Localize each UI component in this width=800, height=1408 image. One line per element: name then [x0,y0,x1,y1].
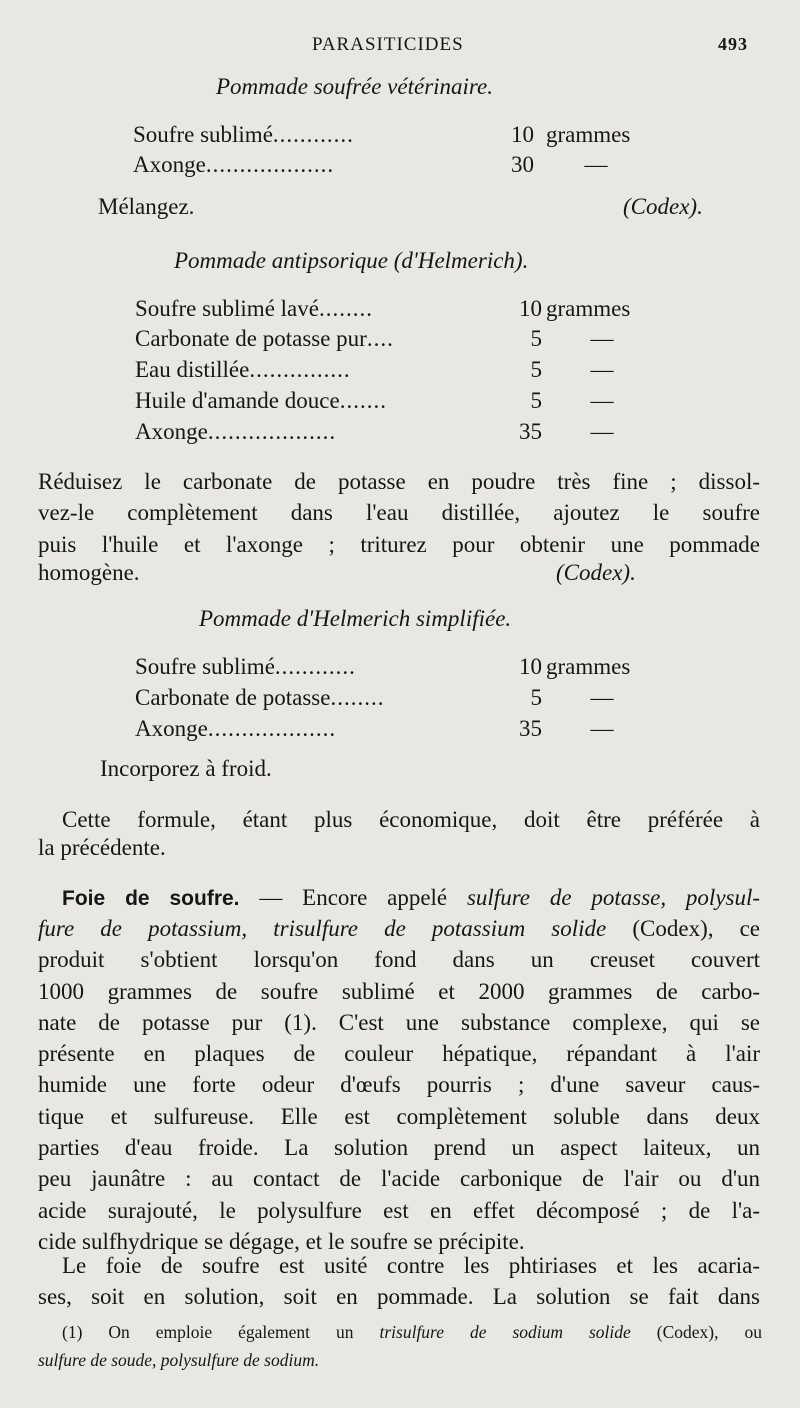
text-line: Cette formule, étant plus économique, doit être préférée à [62,807,760,832]
foie-paragraph [38,913,760,1257]
text-line: cide sulfhydrique se dégage, et le soufre se précipite. [38,1228,525,1254]
text-line: la précédente. [38,835,166,860]
ingredient-row [135,716,336,742]
ingredient-name: Soufre sublimé [133,122,273,147]
leader-dots: ....... [339,388,387,413]
italic-term: fure de potassium, trisulfure de potassium solide [38,916,607,941]
text-line: tique et sulfureuse. Elle est complètement soluble dans deux [38,1103,760,1129]
ingredient-name: Axonge [133,152,206,177]
ingredient-quantity: 5 [530,388,542,413]
leader-dots: ........ [318,296,373,321]
recipe-title-author: (d'Helmerich). [393,248,529,273]
footnote [62,1318,762,1346]
ingredient-quantity: 5 [530,685,542,710]
ingredient-unit: — [590,716,614,741]
ingredient-name: Axonge [135,716,208,741]
ingredient-name: Soufre sublimé [135,654,275,679]
ingredient-quantity: 35 [519,419,542,444]
ingredient-row [135,326,394,352]
ingredient-quantity: 35 [519,716,542,741]
note-paragraph [62,804,760,835]
em-dash: — [239,885,303,910]
ingredient-unit: grammes [546,296,631,321]
text-line: produit s'obtient lorsqu'on fond dans un creuset couvert [38,947,760,973]
leader-dots: ................... [205,152,335,177]
leader-dots: ............ [274,654,356,679]
ingredient-unit: — [584,152,608,177]
ingredient-quantity: 5 [530,326,542,351]
ingredient-name: Eau distillée [135,357,250,382]
ingredient-unit: grammes [546,654,631,679]
ingredient-unit: — [590,388,614,413]
source-reference: (Codex). [623,194,703,219]
recipe-title: Pommade soufrée vétérinaire. [216,74,493,99]
footnote-continuation: sulfure de soude, polysulfure de sodium. [38,1350,320,1370]
recipe-title-main: Pommade antipsorique [174,248,389,273]
source-reference: (Codex). [556,560,636,585]
ingredient-quantity: 10 [519,296,542,321]
ingredient-name: Carbonate de potasse [135,685,331,710]
text-line: Le foie de soufre est usité contre les phtiriases et les acaria- [62,1253,760,1278]
running-head: PARASITICIDES [312,34,464,55]
method-paragraph [38,466,760,560]
ingredient-row [135,357,351,383]
ingredient-name: Axonge [135,419,208,444]
ingredient-name: Soufre sublimé lavé [135,296,319,321]
text-line: parties d'eau froide. La solution prend un aspect laiteux, un [38,1135,760,1161]
ingredient-quantity: 30 [511,152,534,177]
foie-first-line [62,882,760,913]
ingredient-row [133,152,334,178]
text-line: 1000 grammes de soufre sublimé et 2000 grammes de carbo- [38,978,760,1004]
leader-dots: ............ [272,122,354,147]
text-line: homogène. [38,560,140,585]
leader-dots: .... [366,326,394,351]
ingredient-unit: grammes [546,122,631,147]
ingredient-row [135,388,387,414]
leader-dots: ............... [249,357,351,382]
text-line: humide une forte odeur d'œufs pourris ; d'une saveur caus- [38,1072,760,1098]
text-span: Encore appelé [302,885,467,910]
text-line: puis l'huile et l'axonge ; triturez pour obtenir une pommade [38,531,760,557]
italic-term: trisulfure de sodium solide [379,1322,631,1342]
text-span: (Codex), ce [606,916,760,941]
ingredient-quantity: 10 [511,122,534,147]
ingredient-quantity: 5 [530,357,542,382]
recipe-title [174,248,528,274]
text-line: ses, soit en solution, soit en pommade. La solution se fait dans [38,1284,760,1309]
ingredient-row [135,296,373,322]
ingredient-unit: — [590,419,614,444]
leader-dots: ................... [207,419,337,444]
text-line: peu jaunâtre : au contact de l'acide carbonique de l'air ou d'un [38,1166,760,1192]
ingredient-unit: — [590,685,614,710]
text-span: (Codex), ou [630,1322,762,1342]
instruction: Mélangez. [98,194,195,219]
italic-term: sulfure de potasse, polysul- [466,885,761,910]
ingredient-name: Huile d'amande douce [135,388,340,413]
text-line: acide surajouté, le polysulfure est en effet décomposé ; de l'a- [38,1197,760,1223]
leader-dots: ........ [330,685,385,710]
page-number: 493 [718,34,748,54]
ingredient-name: Carbonate de potasse pur [135,326,367,351]
text-line: Réduisez le carbonate de potasse en poudre très fine ; dissol- [38,469,760,494]
ingredient-row [135,654,356,680]
ingredient-row [135,685,384,711]
ingredient-row [133,122,354,148]
text-line: nate de potasse pur (1). C'est une substance complexe, qui se [38,1009,760,1035]
section-heading: Foie de soufre. [62,887,240,910]
usage-paragraph [62,1250,760,1281]
recipe-title: Pommade d'Helmerich simplifiée. [199,606,512,631]
ingredient-unit: — [590,357,614,382]
leader-dots: ................... [207,716,337,741]
ingredient-quantity: 10 [519,654,542,679]
footnote-marker: (1) [62,1322,83,1342]
ingredient-row [135,419,336,445]
ingredient-unit: — [590,326,614,351]
instruction: Incorporez à froid. [100,756,272,781]
text-line: présente en plaques de couleur hépatique, répandant à l'air [38,1041,760,1067]
text-line: vez-le complètement dans l'eau distillée, ajoutez le soufre [38,500,760,526]
text-span: On emploie également un [82,1322,380,1342]
